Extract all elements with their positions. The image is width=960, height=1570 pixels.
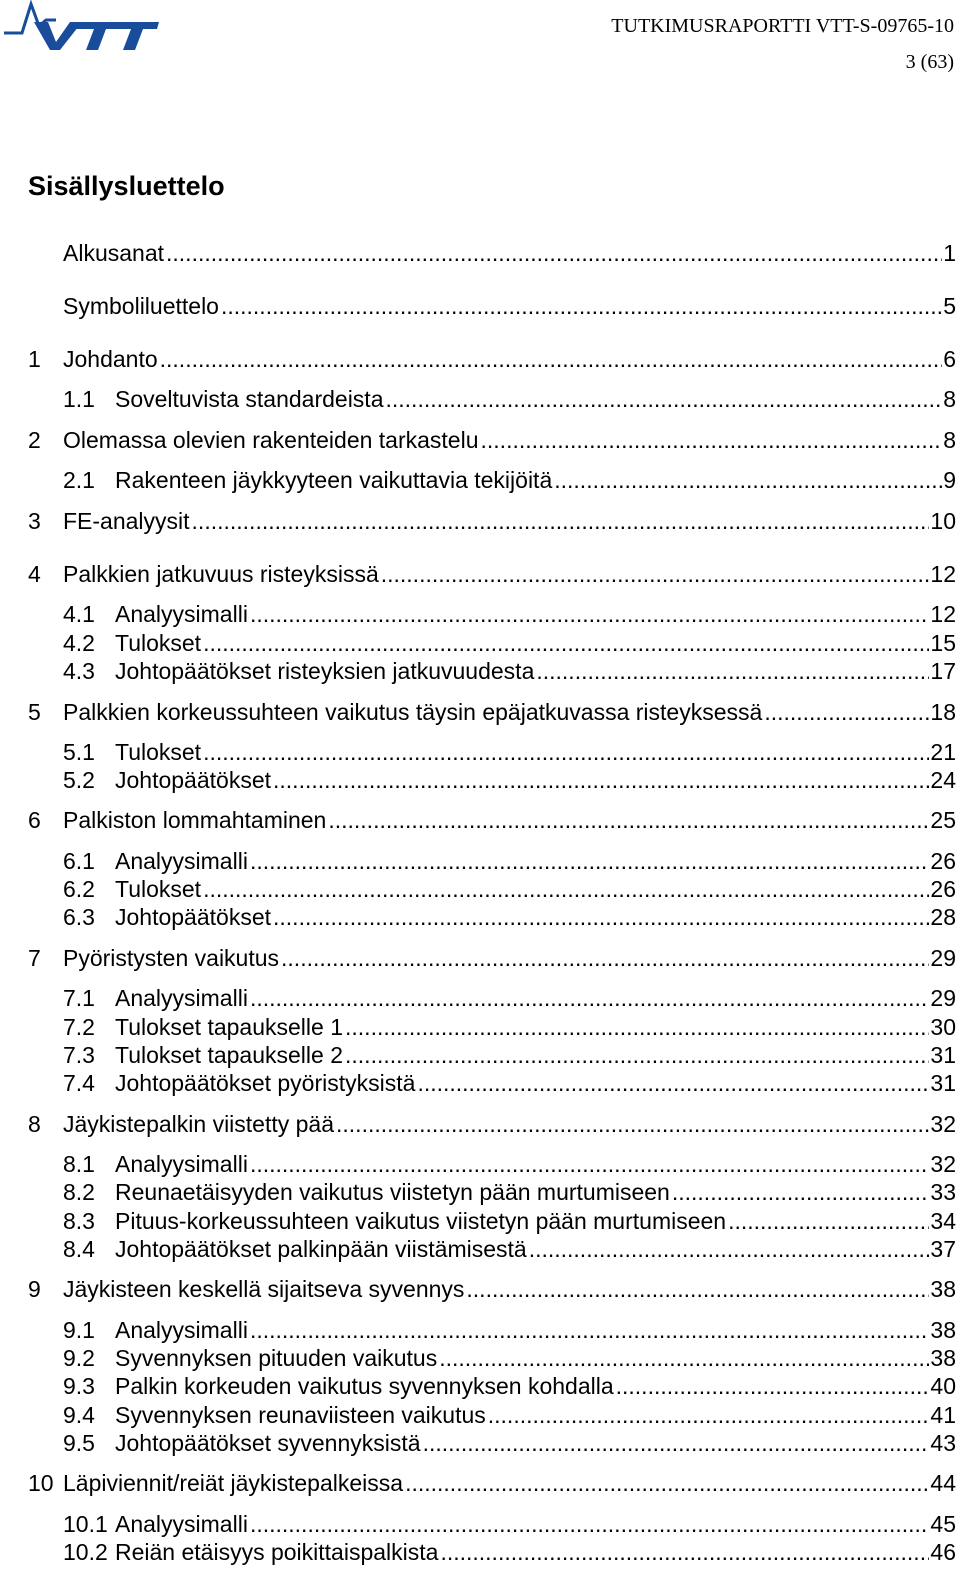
report-header (611, 8, 954, 80)
toc-leader-dots (479, 425, 943, 455)
toc-leader-dots (271, 765, 929, 795)
toc-entry[interactable] (28, 344, 956, 374)
toc-entry[interactable] (28, 1274, 956, 1304)
toc-entry-page: 41 (930, 1402, 956, 1428)
toc-entry[interactable] (63, 874, 956, 904)
toc-leader-dots (421, 1428, 930, 1458)
toc-entry-title: Tulokset (115, 739, 202, 765)
toc-entry-number: 5.1 (63, 739, 95, 765)
toc-entry[interactable] (28, 425, 956, 455)
toc-entry-title: Johtopäätökset syvennyksistä (115, 1430, 421, 1456)
toc-entry-title: Johtopäätökset risteyksien jatkuvuudesta (115, 658, 535, 684)
toc-entry-page: 26 (930, 848, 956, 874)
toc-entry-number: 4.3 (63, 658, 95, 684)
toc-entry[interactable] (63, 1343, 956, 1373)
toc-entry-title: Palkiston lommahtaminen (63, 807, 327, 833)
toc-leader-dots (271, 902, 929, 932)
toc-entry-page: 9 (943, 467, 956, 493)
toc-entry-page: 25 (930, 807, 956, 833)
toc-entry-title: Tulokset tapaukselle 2 (115, 1042, 344, 1068)
toc-entry-title: Olemassa olevien rakenteiden tarkastelu (63, 427, 479, 453)
toc-entry[interactable] (63, 1040, 956, 1070)
toc-entry-page: 26 (930, 876, 956, 902)
toc-leader-dots (279, 943, 929, 973)
toc-entry-title: Analyysimalli (115, 1511, 248, 1537)
toc-entry-title: Palkin korkeuden vaikutus syvennyksen kohdalla (115, 1373, 614, 1399)
toc-entry[interactable] (28, 506, 956, 536)
toc-entry-title: Reiän etäisyys poikittaispalkista (115, 1539, 439, 1565)
toc-entry-number: 9.5 (63, 1430, 95, 1456)
toc-entry-number: 9.3 (63, 1373, 95, 1399)
toc-entry-page: 29 (930, 985, 956, 1011)
toc-entry-number: 10.2 (63, 1539, 108, 1565)
toc-entry-title: Johtopäätökset (115, 904, 272, 930)
toc-leader-dots (334, 1109, 929, 1139)
toc-leader-dots (552, 465, 942, 495)
toc-entry-title: Läpiviennit/reiät jäykistepalkeissa (63, 1470, 404, 1496)
toc-entry-page: 44 (930, 1470, 956, 1496)
toc-entry[interactable] (63, 846, 956, 876)
toc-entry[interactable] (63, 656, 956, 686)
toc-entry[interactable] (28, 943, 956, 973)
toc-entry-title: Symboliluettelo (63, 293, 219, 319)
toc-entry[interactable] (63, 1400, 956, 1430)
toc-entry-number: 4 (28, 561, 41, 587)
toc-entry-page: 40 (930, 1373, 956, 1399)
toc-leader-dots (614, 1371, 930, 1401)
vtt-logo-icon (4, 0, 160, 56)
toc-entry-number: 9.1 (63, 1317, 95, 1343)
toc-entry-title: Soveltuvista standardeista (115, 386, 384, 412)
toc-leader-dots (164, 238, 942, 268)
toc-entry-title: Johdanto (63, 346, 158, 372)
toc-entry-title: Analyysimalli (115, 1151, 248, 1177)
toc-entry[interactable] (63, 1537, 956, 1567)
toc-entry-page: 8 (943, 427, 956, 453)
toc-entry-title: Alkusanat (63, 240, 165, 266)
toc-entry[interactable] (63, 1149, 956, 1179)
toc-title: Sisällysluettelo (28, 171, 225, 201)
toc-entry-page: 12 (930, 601, 956, 627)
toc-entry-title: Syvennyksen pituuden vaikutus (115, 1345, 438, 1371)
toc-leader-dots (438, 1537, 929, 1567)
toc-leader-dots (486, 1400, 930, 1430)
toc-entry-title: Johtopäätökset (115, 767, 272, 793)
toc-entry-page: 43 (930, 1430, 956, 1456)
toc-entry-page: 32 (930, 1151, 956, 1177)
toc-leader-dots (248, 599, 929, 629)
vtt-logo (4, 0, 160, 56)
toc-entry-number: 9.2 (63, 1345, 95, 1371)
toc-leader-dots (415, 1068, 929, 1098)
toc-entry-page: 46 (930, 1539, 956, 1565)
toc-entry-title: Palkkien korkeussuhteen vaikutus täysin epäjatkuvassa risteyksessä (63, 699, 763, 725)
toc-leader-dots (384, 384, 943, 414)
toc-leader-dots (190, 506, 930, 536)
toc-entry-number: 10 (28, 1470, 54, 1496)
toc-entry-number: 8.4 (63, 1236, 95, 1262)
toc-leader-dots (670, 1177, 930, 1207)
toc-entry-page: 30 (930, 1014, 956, 1040)
toc-leader-dots (534, 656, 929, 686)
toc-entry-number: 7 (28, 945, 41, 971)
toc-entry[interactable] (63, 1509, 956, 1539)
toc-entry-number: 6.1 (63, 848, 95, 874)
toc-entry-title: FE-analyysit (63, 508, 190, 534)
toc-entry-number: 8.3 (63, 1208, 95, 1234)
toc-leader-dots (248, 1509, 929, 1539)
toc-entry-page: 29 (930, 945, 956, 971)
toc-entry-number: 8.2 (63, 1179, 95, 1205)
toc-entry-number: 2.1 (63, 467, 95, 493)
toc-leader-dots (248, 1149, 929, 1179)
toc-entry[interactable] (63, 1068, 956, 1098)
toc-entry-page: 38 (930, 1276, 956, 1302)
toc-entry-title: Analyysimalli (115, 848, 248, 874)
toc-entry-page: 38 (930, 1317, 956, 1343)
toc-entry-title: Tulokset tapaukselle 1 (115, 1014, 344, 1040)
toc-entry[interactable] (28, 1468, 956, 1498)
toc-entry-title: Tulokset (115, 876, 202, 902)
toc-entry-title: Johtopäätökset pyöristyksistä (115, 1070, 416, 1096)
toc-entry-title: Jäykisteen keskellä sijaitseva syvennys (63, 1276, 465, 1302)
toc-entry[interactable] (28, 1109, 956, 1139)
toc-entry-page: 38 (930, 1345, 956, 1371)
toc-entry-page: 6 (943, 346, 956, 372)
toc-entry-number: 8.1 (63, 1151, 95, 1177)
toc-entry-page: 5 (943, 293, 956, 319)
toc-entry[interactable] (63, 1177, 956, 1207)
toc-leader-dots (379, 559, 930, 589)
toc-entry-title: Pituus-korkeussuhteen vaikutus viistetyn pään murtumiseen (115, 1208, 727, 1234)
toc-entry[interactable] (63, 1315, 956, 1345)
toc-leader-dots (326, 805, 929, 835)
toc-entry-page: 24 (930, 767, 956, 793)
toc-entry-number: 10.1 (63, 1511, 108, 1537)
toc-entry-title: Johtopäätökset palkinpään viistämisestä (115, 1236, 527, 1262)
toc-entry[interactable] (63, 599, 956, 629)
toc-entry-title: Analyysimalli (115, 1317, 248, 1343)
toc-entry-title: Tulokset (115, 630, 202, 656)
toc-entry-page: 45 (930, 1511, 956, 1537)
toc-entry-page: 1 (943, 240, 956, 266)
toc-entry-page: 37 (930, 1236, 956, 1262)
toc-entry-title: Syvennyksen reunaviisteen vaikutus (115, 1402, 486, 1428)
toc-entry[interactable] (63, 465, 956, 495)
toc-entry-number: 4.2 (63, 630, 95, 656)
toc-entry-title: Reunaetäisyyden vaikutus viistetyn pään murtumiseen (115, 1179, 670, 1205)
toc-entry-number: 7.1 (63, 985, 95, 1011)
toc-leader-dots (248, 846, 929, 876)
toc-entry-page: 17 (930, 658, 956, 684)
toc-entry-number: 6.3 (63, 904, 95, 930)
toc-entry-title: Analyysimalli (115, 601, 248, 627)
toc-entry-title: Palkkien jatkuvuus risteyksissä (63, 561, 379, 587)
toc-entry-title: Rakenteen jäykkyyteen vaikuttavia tekijöitä (115, 467, 553, 493)
toc-leader-dots (464, 1274, 929, 1304)
toc-leader-dots (248, 1315, 929, 1345)
toc-entry[interactable] (63, 737, 956, 767)
toc-entry-number: 4.1 (63, 601, 95, 627)
toc-entry[interactable] (63, 1234, 956, 1264)
toc-entry-number: 6.2 (63, 876, 95, 902)
toc-leader-dots (762, 697, 929, 727)
toc-entry-page: 12 (930, 561, 956, 587)
toc-leader-dots (343, 1040, 929, 1070)
toc-leader-dots (437, 1343, 929, 1373)
report-id: TUTKIMUSRAPORTTI VTT-S-09765-10 (611, 15, 954, 37)
toc-entry[interactable] (63, 902, 956, 932)
toc-entry-page: 18 (930, 699, 956, 725)
toc-entry-number: 7.4 (63, 1070, 95, 1096)
toc-leader-dots (201, 628, 929, 658)
toc-leader-dots (527, 1234, 930, 1264)
toc-entry-number: 5.2 (63, 767, 95, 793)
toc-entry-page: 21 (930, 739, 956, 765)
toc-entry-number: 6 (28, 807, 41, 833)
toc-entry-number: 7.2 (63, 1014, 95, 1040)
toc-entry[interactable] (63, 384, 956, 414)
toc-entry-page: 31 (930, 1070, 956, 1096)
toc-entry[interactable] (28, 697, 956, 727)
toc-entry-number: 2 (28, 427, 41, 453)
toc-entry-page: 31 (930, 1042, 956, 1068)
toc-entry-page: 34 (930, 1208, 956, 1234)
toc-entry-page: 10 (930, 508, 956, 534)
toc-entry-page: 15 (930, 630, 956, 656)
toc-entry-number: 1.1 (63, 386, 95, 412)
toc-leader-dots (248, 983, 929, 1013)
toc-leader-dots (403, 1468, 929, 1498)
toc-entry-number: 5 (28, 699, 41, 725)
toc-entry-title: Pyöristysten vaikutus (63, 945, 280, 971)
toc-entry[interactable] (28, 238, 956, 268)
toc-leader-dots (343, 1012, 929, 1042)
toc-entry-page: 33 (930, 1179, 956, 1205)
toc-leader-dots (201, 737, 929, 767)
toc-entry[interactable] (28, 291, 956, 321)
toc-entry[interactable] (63, 1012, 956, 1042)
toc-entry-title: Analyysimalli (115, 985, 248, 1011)
toc-entry-number: 9 (28, 1276, 41, 1302)
toc-leader-dots (158, 344, 943, 374)
toc-entry[interactable] (63, 983, 956, 1013)
toc-entry-number: 1 (28, 346, 41, 372)
toc-entry-number: 9.4 (63, 1402, 95, 1428)
toc-entry-page: 8 (943, 386, 956, 412)
toc-entry[interactable] (63, 1428, 956, 1458)
toc-entry[interactable] (63, 1206, 956, 1236)
toc-leader-dots (219, 291, 942, 321)
toc-entry[interactable] (63, 1371, 956, 1401)
toc-entry[interactable] (63, 765, 956, 795)
page-number: 3 (63) (905, 51, 954, 73)
toc-entry[interactable] (63, 628, 956, 658)
toc-entry-page: 32 (930, 1111, 956, 1137)
toc-entry-number: 3 (28, 508, 41, 534)
toc-leader-dots (201, 874, 929, 904)
toc-entry-number: 7.3 (63, 1042, 95, 1068)
toc-entry[interactable] (28, 805, 956, 835)
toc-entry-title: Jäykistepalkin viistetty pää (63, 1111, 335, 1137)
toc-entry[interactable] (28, 559, 956, 589)
toc-entry-page: 28 (930, 904, 956, 930)
toc-entry-number: 8 (28, 1111, 41, 1137)
toc-leader-dots (726, 1206, 929, 1236)
